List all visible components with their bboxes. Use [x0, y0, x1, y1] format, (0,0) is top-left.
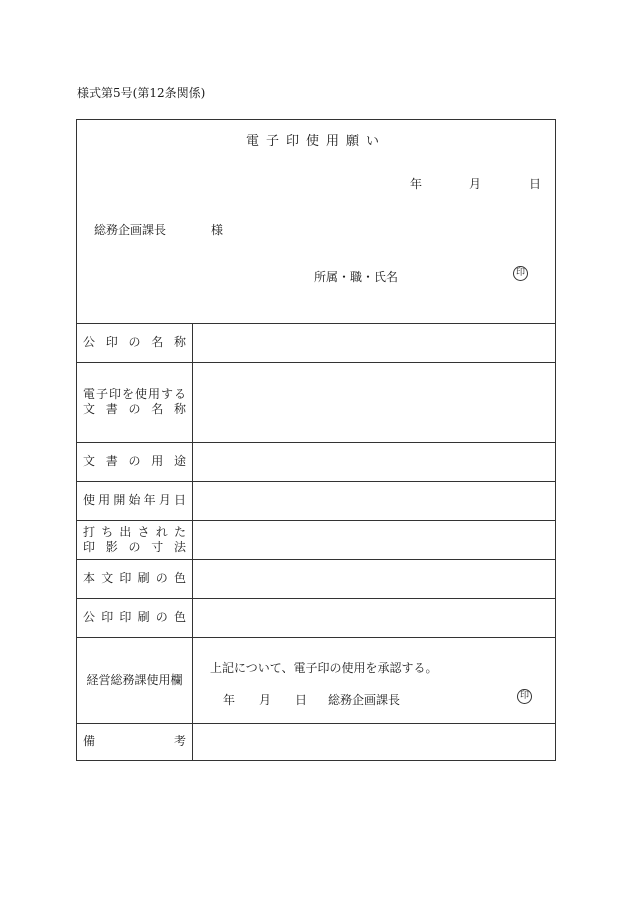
- form-number: 様式第5号(第12条関係): [77, 86, 206, 100]
- row-remarks: [77, 723, 555, 760]
- approval-text: 上記について、電子印の使用を承認する。: [210, 661, 438, 675]
- approver-title: 総務企画課長: [328, 693, 401, 707]
- row-label-line: 打 ち 出 さ れ た: [83, 524, 186, 539]
- addressee: 総務企画課長: [94, 223, 167, 237]
- row-label-line: 経営総務課使用欄: [86, 672, 183, 687]
- date-month-label: 月: [469, 177, 482, 191]
- applicant-label: 所属・職・氏名: [314, 270, 399, 284]
- row-label: [77, 559, 193, 598]
- row-label-line: 印 影 の 寸 法: [83, 539, 186, 554]
- row-seal-print-color: [77, 598, 555, 638]
- row-label: [77, 598, 193, 637]
- row-label: [77, 442, 193, 481]
- row-label: [77, 362, 193, 442]
- row-seal-name: [77, 323, 555, 363]
- approval-day-label: 日: [295, 693, 308, 707]
- approval-month-label: 月: [259, 693, 272, 707]
- form-header-area: [77, 120, 555, 324]
- row-label-line: 本 文 印 刷 の 色: [83, 571, 186, 585]
- row-label: [77, 723, 193, 760]
- row-label-line: 使用開始年月日: [83, 493, 186, 507]
- application-form: [76, 119, 556, 761]
- row-label-line: 公 印 印 刷 の 色: [83, 610, 186, 624]
- row-approval: [77, 637, 555, 724]
- honorific: 様: [211, 223, 224, 237]
- row-label-line: 備 考: [83, 734, 186, 748]
- row-imprint-size: [77, 520, 555, 560]
- approval-year-label: 年: [223, 693, 236, 707]
- row-label-line: 文 書 の 用 途: [83, 454, 186, 468]
- row-label: [77, 520, 193, 559]
- date-year-label: 年: [410, 177, 423, 191]
- row-label-line: 文 書 の 名 称: [83, 402, 186, 416]
- row-label: [77, 323, 193, 362]
- row-document-name: [77, 362, 555, 443]
- row-label-line: 公 印 の 名 称: [83, 335, 186, 349]
- row-label: [77, 481, 193, 520]
- row-body-print-color: [77, 559, 555, 599]
- row-label-line: 電子印を使用する: [83, 387, 186, 401]
- row-document-purpose: [77, 442, 555, 482]
- row-label: [77, 637, 193, 723]
- seal-mark: 印: [517, 689, 532, 704]
- row-start-date: [77, 481, 555, 521]
- seal-mark: 印: [513, 266, 528, 281]
- date-day-label: 日: [529, 177, 542, 191]
- form-title: 電子印使用願い: [245, 134, 386, 149]
